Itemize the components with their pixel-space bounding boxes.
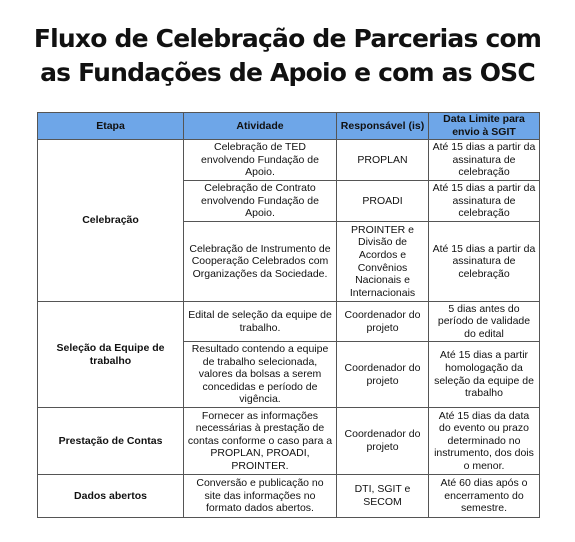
stage-selecao-equipe: Seleção da Equipe de trabalho (38, 302, 184, 408)
page-title (0, 22, 575, 90)
activity-cell: Fornecer as informações necessárias à prestação de contas conforme o caso para a PROPLAN, PROADI, PROINTER. (184, 408, 337, 475)
deadline-cell: Até 15 dias da data do evento ou prazo determinado no instrumento, dos dois o menor. (429, 408, 540, 475)
deadline-cell: Até 15 dias a partir da assinatura de celebração (429, 222, 540, 302)
stage-dados-abertos: Dados abertos (38, 475, 184, 518)
responsible-cell: PROADI (337, 181, 429, 222)
deadline-cell: 5 dias antes do período de validade do edital (429, 302, 540, 342)
responsible-cell: PROPLAN (337, 140, 429, 181)
activity-cell: Celebração de TED envolvendo Fundação de Apoio. (184, 140, 337, 181)
header-responsavel: Responsável (is) (337, 113, 429, 140)
activity-cell: Celebração de Contrato envolvendo Fundação de Apoio. (184, 181, 337, 222)
activity-cell: Celebração de Instrumento de Cooperação Celebrados com Organizações da Sociedade. (184, 222, 337, 302)
responsible-cell: DTI, SGIT e SECOM (337, 475, 429, 518)
partnership-flow-table (37, 112, 540, 518)
responsible-cell: PROINTER e Divisão de Acordos e Convênios Nacionais e Internacionais (337, 222, 429, 302)
deadline-cell: Até 15 dias a partir homologação da seleção da equipe de trabalho (429, 342, 540, 408)
deadline-cell: Até 60 dias após o encerramento do semestre. (429, 475, 540, 518)
table-row (38, 475, 540, 518)
deadline-cell: Até 15 dias a partir da assinatura de celebração (429, 181, 540, 222)
activity-cell: Conversão e publicação no site das informações no formato dados abertos. (184, 475, 337, 518)
table-row (38, 408, 540, 475)
header-atividade: Atividade (184, 113, 337, 140)
header-data-limite: Data Limite para envio à SGIT (429, 113, 540, 140)
stage-celebracao: Celebração (38, 140, 184, 302)
responsible-cell: Coordenador do projeto (337, 408, 429, 475)
table-header-row (38, 113, 540, 140)
table-row (38, 302, 540, 342)
responsible-cell: Coordenador do projeto (337, 342, 429, 408)
activity-cell: Resultado contendo a equipe de trabalho selecionada, valores da bolsas a serem concedidas e período de vigência. (184, 342, 337, 408)
header-etapa: Etapa (38, 113, 184, 140)
title-line-1: Fluxo de Celebração de Parcerias com (33, 24, 542, 53)
title-line-2: as Fundações de Apoio e com as OSC (40, 58, 535, 87)
deadline-cell: Até 15 dias a partir da assinatura de celebração (429, 140, 540, 181)
stage-prestacao-contas: Prestação de Contas (38, 408, 184, 475)
table-row (38, 140, 540, 181)
activity-cell: Edital de seleção da equipe de trabalho. (184, 302, 337, 342)
responsible-cell: Coordenador do projeto (337, 302, 429, 342)
